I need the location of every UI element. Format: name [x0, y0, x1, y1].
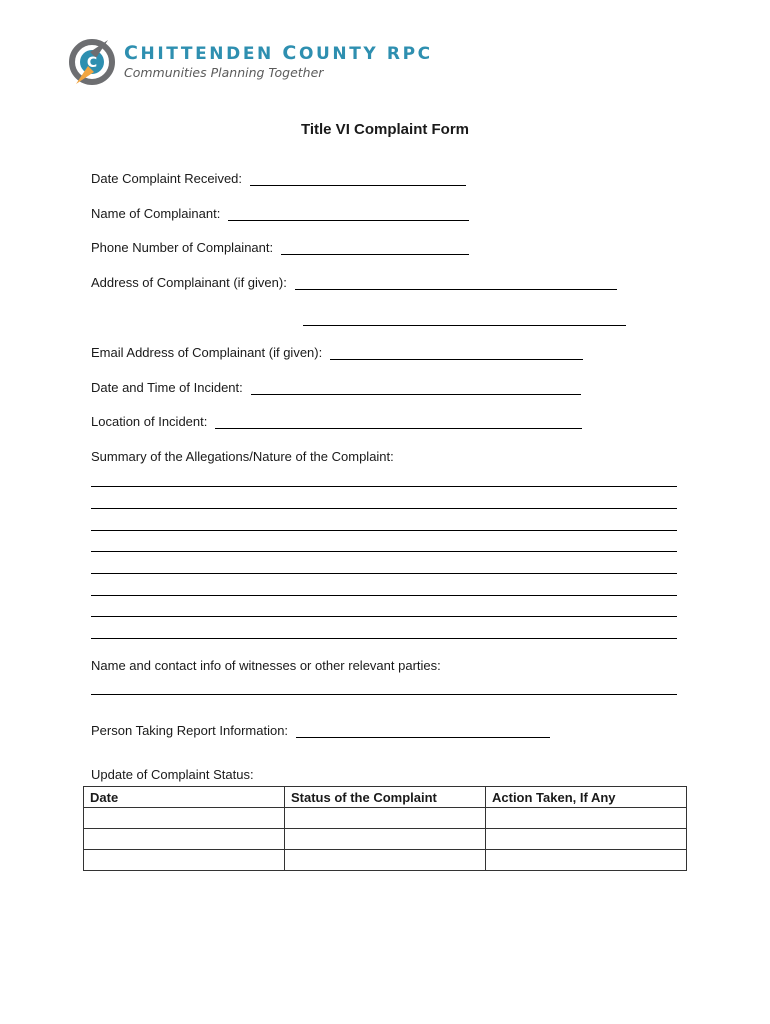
complainant-phone-label: Phone Number of Complainant: — [91, 240, 274, 255]
complainant-address-label: Address of Complainant (if given): — [91, 275, 287, 290]
complainant-email-label: Email Address of Complainant (if given): — [91, 345, 323, 360]
table-row — [84, 850, 687, 871]
date-received-input-line[interactable] — [250, 171, 466, 186]
complainant-email-field[interactable] — [91, 345, 583, 360]
table-cell[interactable] — [84, 808, 285, 829]
summary-line[interactable] — [91, 486, 677, 487]
person-taking-report-field[interactable] — [91, 723, 550, 738]
summary-line[interactable] — [91, 530, 677, 531]
logo-letter: C — [86, 55, 98, 71]
incident-location-input-line[interactable] — [215, 414, 582, 429]
complainant-name-field[interactable] — [91, 206, 469, 221]
summary-line[interactable] — [91, 551, 677, 552]
date-received-label: Date Complaint Received: — [91, 171, 243, 186]
incident-datetime-input-line[interactable] — [251, 380, 581, 395]
complainant-address-input-line[interactable] — [295, 275, 617, 290]
incident-datetime-field[interactable] — [91, 380, 581, 395]
witnesses-line[interactable] — [91, 694, 677, 695]
complainant-name-label: Name of Complainant: — [91, 206, 221, 221]
page-title: Title VI Complaint Form — [300, 121, 470, 138]
column-header-action: Action Taken, If Any — [486, 787, 687, 808]
org-tagline: Communities Planning Together — [124, 65, 324, 80]
person-taking-report-input-line[interactable] — [296, 723, 550, 738]
table-cell[interactable] — [486, 850, 687, 871]
table-row — [84, 829, 687, 850]
person-taking-report-label: Person Taking Report Information: — [91, 723, 289, 738]
org-logo — [68, 36, 433, 88]
column-header-date: Date — [84, 787, 285, 808]
summary-line[interactable] — [91, 508, 677, 509]
incident-location-label: Location of Incident: — [91, 414, 208, 429]
summary-line[interactable] — [91, 616, 677, 617]
complainant-phone-input-line[interactable] — [281, 240, 469, 255]
complainant-phone-field[interactable] — [91, 240, 469, 255]
incident-datetime-label: Date and Time of Incident: — [91, 380, 243, 395]
table-cell[interactable] — [486, 829, 687, 850]
complainant-address-field[interactable] — [91, 275, 617, 290]
compass-logo-icon — [68, 36, 120, 88]
table-row — [84, 808, 687, 829]
table-cell[interactable] — [84, 850, 285, 871]
incident-location-field[interactable] — [91, 414, 582, 429]
table-cell[interactable] — [84, 829, 285, 850]
complainant-name-input-line[interactable] — [228, 206, 469, 221]
witnesses-label: Name and contact info of witnesses or other relevant parties: — [91, 658, 441, 673]
table-cell[interactable] — [285, 808, 486, 829]
complainant-email-input-line[interactable] — [330, 345, 583, 360]
summary-line[interactable] — [91, 573, 677, 574]
table-cell[interactable] — [285, 850, 486, 871]
table-cell[interactable] — [486, 808, 687, 829]
table-cell[interactable] — [285, 829, 486, 850]
summary-line[interactable] — [91, 638, 677, 639]
summary-line[interactable] — [91, 595, 677, 596]
update-status-label: Update of Complaint Status: — [91, 767, 254, 782]
summary-label: Summary of the Allegations/Nature of the Complaint: — [91, 449, 394, 464]
column-header-status: Status of the Complaint — [285, 787, 486, 808]
org-name: CHITTENDEN COUNTY RPC — [124, 42, 433, 64]
date-received-field[interactable] — [91, 171, 466, 186]
complainant-address-line-2[interactable] — [303, 325, 626, 326]
table-header-row — [84, 787, 687, 808]
complaint-status-table — [83, 786, 687, 871]
